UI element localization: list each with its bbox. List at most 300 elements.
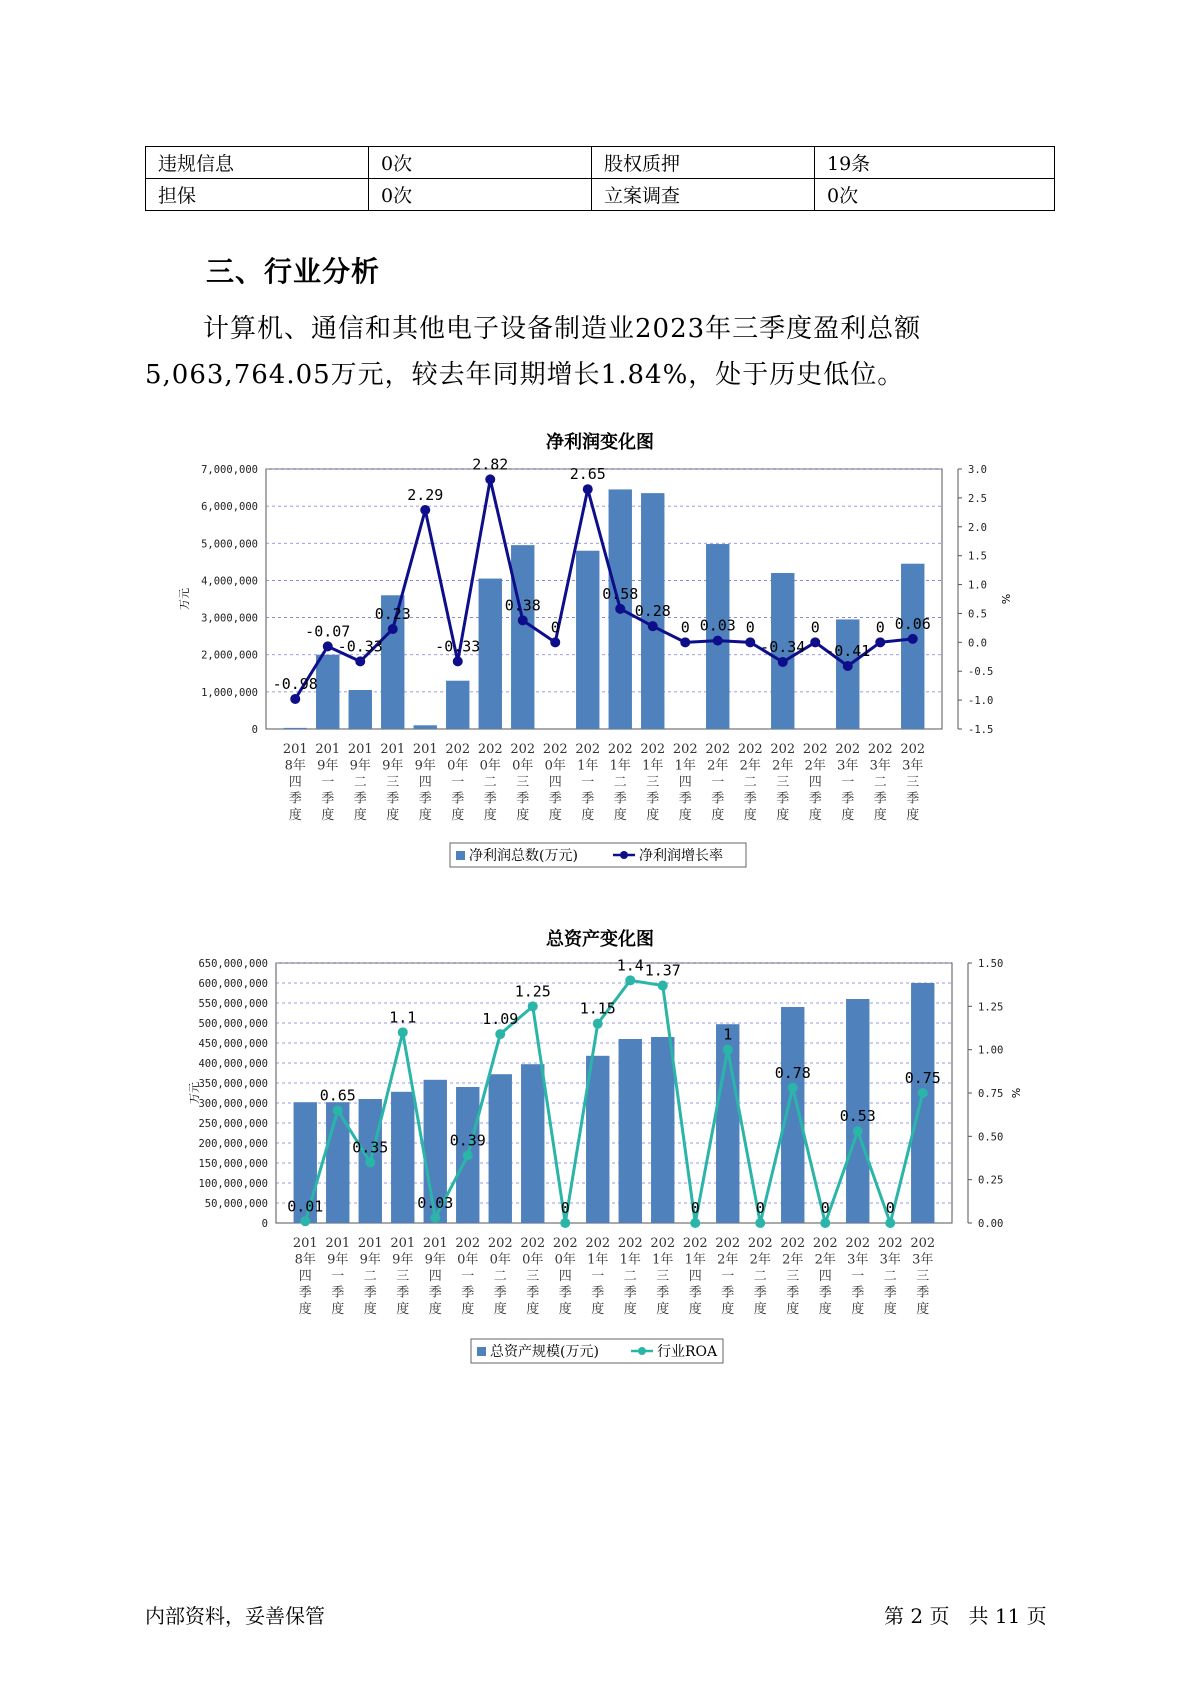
- x-tick-label-part: 季: [288, 791, 302, 807]
- x-tick-label-part: 1年: [674, 758, 696, 774]
- x-tick-label-part: 四: [688, 1269, 702, 1284]
- x-tick-label-part: 季: [818, 1285, 832, 1301]
- x-tick-label-part: 度: [363, 1302, 377, 1317]
- bar: [326, 1102, 349, 1223]
- x-tick-label-part: 202: [715, 1236, 741, 1251]
- data-point: [723, 1045, 733, 1055]
- x-tick-label-part: 9年: [424, 1252, 446, 1268]
- x-tick-label-part: 202: [575, 742, 601, 757]
- y2-tick-label: 0.5: [968, 608, 987, 621]
- x-tick-label-part: 度: [288, 808, 302, 823]
- x-tick-label-part: 202: [780, 1236, 806, 1251]
- x-tick-label-part: 一: [851, 1269, 865, 1284]
- y-tick-label: 300,000,000: [198, 1098, 268, 1110]
- data-label: 1.09: [482, 1010, 519, 1029]
- data-point: [430, 1213, 440, 1223]
- data-label: -0.34: [760, 637, 806, 656]
- x-tick-label-part: 度: [321, 808, 335, 823]
- x-tick-label-part: 202: [487, 1236, 513, 1251]
- x-tick-label-part: 2年: [717, 1252, 739, 1268]
- x-tick-label-part: 度: [298, 1302, 312, 1317]
- x-tick-label-part: 度: [591, 1302, 605, 1317]
- data-point: [918, 1088, 928, 1098]
- x-tick-label-part: 度: [818, 1302, 832, 1317]
- x-tick-label-part: 一: [841, 775, 855, 790]
- x-tick-label-part: 0年: [522, 1252, 544, 1268]
- x-tick-label: [683, 1236, 708, 1317]
- y-tick-label: 350,000,000: [198, 1078, 268, 1090]
- data-label: 0.23: [374, 605, 411, 624]
- x-tick-label-part: 季: [483, 791, 497, 807]
- data-label: 0: [755, 1199, 765, 1217]
- section-paragraph: 计算机、通信和其他电子设备制造业2023年三季度盈利总额5,063,764.05万元，较去年同期增长1.84%，处于历史低位。: [145, 314, 922, 390]
- x-tick-label-part: 季: [526, 1285, 540, 1301]
- y-tick-label: 200,000,000: [198, 1138, 268, 1150]
- x-tick-label-part: 度: [386, 808, 400, 823]
- data-label: 0.03: [417, 1193, 454, 1212]
- x-tick-label-part: 季: [298, 1285, 312, 1301]
- bar: [781, 1007, 804, 1223]
- x-tick-label-part: 9年: [414, 758, 436, 774]
- x-tick-label-part: 四: [548, 775, 562, 790]
- y2-tick-label: 1.25: [978, 1001, 1004, 1014]
- bar: [619, 1039, 642, 1223]
- table-cell: 违规信息: [146, 147, 369, 179]
- x-tick-label-part: 201: [347, 742, 373, 757]
- data-point: [463, 1150, 473, 1160]
- x-tick-label-part: 202: [812, 1236, 838, 1251]
- y-tick-label: 50,000,000: [204, 1198, 268, 1210]
- x-tick-label-part: 二: [613, 775, 627, 790]
- x-tick-label-part: 季: [363, 1285, 377, 1301]
- x-tick-label-part: 1年: [609, 758, 631, 774]
- x-tick-label-part: 1年: [652, 1252, 674, 1268]
- x-tick-label-part: 度: [688, 1302, 702, 1317]
- y2-tick-label: 0.25: [978, 1174, 1004, 1187]
- x-tick-label: [650, 1236, 675, 1317]
- x-tick-label-part: 202: [607, 742, 633, 757]
- data-label: -0.33: [337, 637, 383, 656]
- x-tick-label-part: 三: [646, 775, 660, 790]
- x-tick-label-part: 9年: [317, 758, 339, 774]
- x-tick-label: [910, 1236, 935, 1317]
- data-label: 1: [723, 1025, 733, 1044]
- data-label: 0: [820, 1199, 830, 1217]
- x-tick-label-part: 202: [705, 742, 731, 757]
- x-tick-label-part: 三: [386, 775, 400, 790]
- x-tick-label-part: 202: [672, 742, 698, 757]
- x-tick-label-part: 季: [418, 791, 432, 807]
- y2-tick-label: 0.75: [978, 1088, 1004, 1100]
- x-tick-label: [813, 1236, 838, 1317]
- x-tick-label-part: 季: [581, 791, 595, 807]
- x-tick-label-part: 季: [753, 1285, 767, 1301]
- data-label: 0.75: [904, 1069, 941, 1087]
- x-tick-label-part: 季: [386, 791, 400, 807]
- x-tick-label-part: 202: [910, 1236, 936, 1251]
- x-tick-label-part: 度: [808, 808, 822, 823]
- x-tick-label-part: 2年: [707, 758, 729, 774]
- data-label: 1.15: [579, 999, 616, 1018]
- x-tick-label-part: 度: [753, 1302, 767, 1317]
- chart-title-net-profit: 净利润变化图: [546, 432, 654, 453]
- data-point: [885, 1218, 895, 1228]
- x-tick-label: [423, 1236, 448, 1317]
- x-tick-label-part: 202: [542, 742, 568, 757]
- x-tick-label-part: 四: [418, 775, 432, 790]
- x-tick-label-part: 度: [396, 1302, 410, 1317]
- x-tick-label-part: 四: [428, 1269, 442, 1284]
- x-tick-label-part: 202: [445, 742, 471, 757]
- y2-tick-label: -0.5: [968, 666, 994, 679]
- y2-tick-label: 1.5: [968, 550, 987, 563]
- x-tick-label-part: 季: [841, 791, 855, 807]
- x-tick-label-part: 一: [711, 775, 725, 790]
- x-tick-label-part: 202: [617, 1236, 643, 1251]
- data-label: -0.41: [825, 642, 871, 661]
- y-tick-label: 1,000,000: [201, 686, 258, 699]
- data-label: 0: [745, 618, 755, 637]
- data-label: 0: [885, 1199, 895, 1217]
- data-point: [398, 1027, 408, 1037]
- x-tick-label-part: 度: [516, 808, 530, 823]
- legend-line-label: 行业ROA: [657, 1344, 718, 1360]
- x-tick-label-part: 202: [900, 742, 926, 757]
- x-tick-label-part: 季: [451, 791, 465, 807]
- x-tick-label-part: 三: [776, 775, 790, 790]
- y-tick-label: 600,000,000: [198, 978, 268, 990]
- x-tick-label-part: 度: [883, 1302, 897, 1317]
- x-tick-label-part: 2年: [804, 758, 826, 774]
- x-tick-label-part: 季: [353, 791, 367, 807]
- x-tick-label-part: 0年: [544, 758, 566, 774]
- x-tick-label-part: 二: [873, 775, 887, 790]
- x-tick-label: [618, 1236, 643, 1317]
- x-tick-label-part: 3年: [879, 1252, 901, 1268]
- x-tick-label-part: 季: [808, 791, 822, 807]
- data-label: 0: [550, 618, 560, 637]
- data-label: 0: [875, 618, 885, 637]
- x-tick-label-part: 1年: [619, 1252, 641, 1268]
- x-tick-label-part: 202: [747, 1236, 773, 1251]
- x-tick-label-part: 季: [711, 791, 725, 807]
- x-tick-label-part: 202: [682, 1236, 708, 1251]
- x-tick-label: [748, 1236, 773, 1317]
- y2-axis-label: %: [1009, 1087, 1022, 1099]
- table-cell: 0次: [815, 179, 1055, 211]
- x-tick-label-part: 3年: [869, 758, 891, 774]
- x-tick-label-part: 202: [802, 742, 828, 757]
- x-tick-label-part: 季: [916, 1285, 930, 1301]
- x-tick-label-part: 202: [640, 742, 666, 757]
- x-tick-label-part: 202: [845, 1236, 871, 1251]
- x-tick-label-part: 三: [656, 1269, 670, 1284]
- x-tick-label-part: 201: [292, 1236, 318, 1251]
- x-tick-label-part: 9年: [349, 758, 371, 774]
- y-axis-label: 万元: [178, 588, 191, 610]
- x-tick-label-part: 201: [282, 742, 308, 757]
- data-label: 1.1: [389, 1008, 417, 1027]
- x-tick-label: [358, 1236, 383, 1317]
- x-tick-label-part: 三: [786, 1269, 800, 1284]
- data-label: 0.58: [602, 584, 639, 603]
- x-tick-label: [845, 1236, 870, 1317]
- x-tick-label-part: 度: [451, 808, 465, 823]
- table-cell: 立案调查: [592, 179, 815, 211]
- x-tick-label-part: 0年: [457, 1252, 479, 1268]
- data-point: [820, 1218, 830, 1228]
- x-tick-label-part: 202: [585, 1236, 611, 1251]
- x-tick-label-part: 0年: [479, 758, 501, 774]
- table-cell: 19条: [815, 147, 1055, 179]
- x-tick-label-part: 度: [548, 808, 562, 823]
- x-tick-label-part: 度: [711, 808, 725, 823]
- y-tick-label: 650,000,000: [198, 958, 268, 970]
- x-tick-label-part: 季: [786, 1285, 800, 1301]
- x-tick-label-part: 季: [493, 1285, 507, 1301]
- y-axis-label: 万元: [188, 1082, 201, 1104]
- bar: [489, 1074, 512, 1223]
- x-tick-label-part: 度: [646, 808, 660, 823]
- x-tick-label-part: 度: [418, 808, 432, 823]
- y-tick-label: 7,000,000: [201, 464, 258, 476]
- x-tick-label-part: 度: [526, 1302, 540, 1317]
- x-tick-label-part: 3年: [837, 758, 859, 774]
- x-tick-label-part: 度: [461, 1302, 475, 1317]
- y-tick-label: 3,000,000: [201, 612, 258, 625]
- x-tick-label-part: 度: [906, 808, 920, 823]
- x-tick-label-part: 季: [646, 791, 660, 807]
- x-tick-label: [455, 1236, 480, 1317]
- x-tick-label-part: 3年: [847, 1252, 869, 1268]
- x-tick-label-part: 度: [841, 808, 855, 823]
- x-tick-label-part: 季: [428, 1285, 442, 1301]
- x-tick-label: [553, 1236, 578, 1317]
- x-tick-label-part: 三: [526, 1269, 540, 1284]
- data-label: 0: [810, 618, 820, 637]
- table-cell: 担保: [146, 179, 369, 211]
- x-tick-label-part: 季: [461, 1285, 475, 1301]
- data-point: [300, 1216, 310, 1226]
- x-tick-label-part: 2年: [782, 1252, 804, 1268]
- x-tick-label-part: 201: [390, 1236, 416, 1251]
- x-tick-label-part: 201: [380, 742, 406, 757]
- x-tick-label-part: 202: [867, 742, 893, 757]
- y-tick-label: 4,000,000: [201, 575, 258, 588]
- data-label: 1.25: [514, 982, 551, 1001]
- x-tick-label-part: 二: [743, 775, 757, 790]
- x-tick-label-part: 季: [906, 791, 920, 807]
- y-tick-label: 2,000,000: [201, 649, 258, 662]
- y-tick-label: 400,000,000: [198, 1058, 268, 1070]
- x-tick-label-part: 201: [315, 742, 341, 757]
- x-tick-label-part: 201: [357, 1236, 383, 1251]
- x-tick-label-part: 8年: [284, 758, 306, 774]
- y-tick-label: 500,000,000: [198, 1018, 268, 1030]
- y-tick-label: 450,000,000: [198, 1038, 268, 1050]
- x-tick-label-part: 季: [548, 791, 562, 807]
- y2-tick-label: 0.0: [968, 637, 987, 650]
- chart-title-total-assets: 总资产变化图: [546, 929, 654, 950]
- x-tick-label-part: 8年: [294, 1252, 316, 1268]
- x-tick-label-part: 季: [331, 1285, 345, 1301]
- x-tick-label-part: 度: [786, 1302, 800, 1317]
- data-label: 0.39: [449, 1131, 486, 1150]
- x-tick-label-part: 度: [493, 1302, 507, 1317]
- x-tick-label-part: 度: [613, 808, 627, 823]
- x-tick-label-part: 一: [331, 1269, 345, 1284]
- x-tick-label-part: 度: [483, 808, 497, 823]
- x-tick-label-part: 2年: [814, 1252, 836, 1268]
- x-tick-label-part: 度: [581, 808, 595, 823]
- data-label: 0.28: [634, 602, 671, 621]
- y-tick-label: 250,000,000: [198, 1118, 268, 1130]
- footer-page-number: 第 2 页 共 11 页: [884, 1604, 1047, 1628]
- x-tick-label-part: 季: [591, 1285, 605, 1301]
- table-cell: 股权质押: [592, 147, 815, 179]
- y-tick-label: 150,000,000: [198, 1158, 268, 1170]
- x-tick-label-part: 季: [396, 1285, 410, 1301]
- legend-line-marker: [638, 1347, 646, 1355]
- x-tick-label-part: 度: [916, 1302, 930, 1317]
- x-tick-label-part: 9年: [392, 1252, 414, 1268]
- y2-tick-label: 1.0: [968, 579, 987, 592]
- data-label: 2.65: [569, 465, 606, 484]
- data-point: [658, 981, 668, 991]
- data-label: -0.33: [435, 637, 481, 656]
- data-point: [755, 1218, 765, 1228]
- x-tick-label-part: 202: [520, 1236, 546, 1251]
- x-tick-label-part: 202: [650, 1236, 676, 1251]
- data-label: 0.03: [699, 616, 736, 635]
- x-tick-label-part: 0年: [512, 758, 534, 774]
- x-tick-label: [585, 1236, 610, 1317]
- data-label: 0: [690, 1199, 700, 1217]
- x-tick-label-part: 度: [678, 808, 692, 823]
- bar: [391, 1092, 414, 1223]
- x-tick-label-part: 二: [883, 1269, 897, 1284]
- x-tick-label-part: 三: [916, 1269, 930, 1284]
- data-label: 2.82: [472, 455, 509, 474]
- x-tick-label-part: 三: [396, 1269, 410, 1284]
- x-tick-label-part: 3年: [912, 1252, 934, 1268]
- x-tick-label-part: 季: [656, 1285, 670, 1301]
- x-tick-label-part: 202: [877, 1236, 903, 1251]
- x-tick-label-part: 202: [455, 1236, 481, 1251]
- data-label: 0.06: [894, 614, 931, 633]
- x-tick-label-part: 一: [461, 1269, 475, 1284]
- x-tick-label: [780, 1236, 805, 1317]
- x-tick-label-part: 0年: [447, 758, 469, 774]
- x-tick-label: [325, 1236, 350, 1317]
- x-tick-label-part: 一: [581, 775, 595, 790]
- x-tick-label-part: 度: [623, 1302, 637, 1317]
- data-point: [625, 975, 635, 985]
- x-tick-label: [488, 1236, 513, 1317]
- data-label: 0: [560, 1199, 570, 1217]
- x-tick-label-part: 202: [510, 742, 536, 757]
- data-label: 0: [680, 618, 690, 637]
- bar: [521, 1064, 544, 1223]
- x-tick-label-part: 季: [678, 791, 692, 807]
- x-tick-label-part: 季: [623, 1285, 637, 1301]
- x-tick-label-part: 202: [552, 1236, 578, 1251]
- x-tick-label-part: 四: [818, 1269, 832, 1284]
- x-tick-label-part: 201: [325, 1236, 351, 1251]
- data-point: [560, 1218, 570, 1228]
- x-tick-label-part: 二: [753, 1269, 767, 1284]
- x-tick-label-part: 季: [558, 1285, 572, 1301]
- y-tick-label: 550,000,000: [198, 998, 268, 1010]
- x-tick-label-part: 四: [678, 775, 692, 790]
- x-tick-label-part: 季: [883, 1285, 897, 1301]
- x-tick-label-part: 三: [906, 775, 920, 790]
- data-point: [690, 1218, 700, 1228]
- footer-note: 内部资料，妥善保管: [145, 1604, 325, 1628]
- y2-axis-label: %: [999, 593, 1012, 605]
- x-tick-label-part: 季: [743, 791, 757, 807]
- data-label: 0.78: [774, 1063, 811, 1082]
- x-tick-label-part: 四: [298, 1269, 312, 1284]
- y2-tick-label: 3.0: [968, 464, 987, 476]
- y2-tick-label: 2.5: [968, 492, 987, 505]
- x-tick-label-part: 季: [873, 791, 887, 807]
- x-tick-label-part: 201: [422, 1236, 448, 1251]
- data-point: [593, 1019, 603, 1029]
- y2-tick-label: 0.00: [978, 1218, 1004, 1230]
- bar: [911, 983, 934, 1223]
- x-tick-label-part: 季: [851, 1285, 865, 1301]
- x-tick-label-part: 季: [688, 1285, 702, 1301]
- data-label: -0.07: [305, 622, 351, 641]
- x-tick-label-part: 202: [770, 742, 796, 757]
- x-tick-label-part: 季: [321, 791, 335, 807]
- x-tick-label-part: 度: [743, 808, 757, 823]
- y-tick-label: 0: [251, 724, 258, 736]
- legend-line-label: 净利润增长率: [639, 848, 723, 864]
- x-tick-label-part: 度: [428, 1302, 442, 1317]
- x-tick-label-part: 四: [808, 775, 822, 790]
- data-point: [365, 1157, 375, 1167]
- x-tick-label: [520, 1236, 545, 1317]
- x-tick-label-part: 9年: [327, 1252, 349, 1268]
- x-tick-label-part: 四: [288, 775, 302, 790]
- x-tick-label-part: 季: [613, 791, 627, 807]
- x-tick-label-part: 度: [331, 1302, 345, 1317]
- y2-tick-label: 2.0: [968, 521, 987, 534]
- bar: [651, 1037, 674, 1223]
- x-tick-label-part: 度: [353, 808, 367, 823]
- x-tick-label-part: 1年: [587, 1252, 609, 1268]
- y2-tick-label: 0.50: [978, 1131, 1004, 1144]
- x-tick-label-part: 二: [353, 775, 367, 790]
- x-tick-label-part: 二: [493, 1269, 507, 1284]
- x-tick-label-part: 季: [721, 1285, 735, 1301]
- y2-tick-label: -1.5: [968, 724, 994, 736]
- x-tick-label-part: 度: [851, 1302, 865, 1317]
- x-tick-label-part: 季: [776, 791, 790, 807]
- data-point: [853, 1126, 863, 1136]
- x-tick-label-part: 二: [623, 1269, 637, 1284]
- data-label: 0.38: [504, 596, 541, 615]
- x-tick-label-part: 202: [835, 742, 861, 757]
- x-tick-label: [390, 1236, 415, 1317]
- data-point: [333, 1105, 343, 1115]
- x-tick-label: [878, 1236, 903, 1317]
- y-tick-label: 5,000,000: [201, 538, 258, 551]
- legend-bar-label: 总资产规模(万元): [490, 1344, 599, 1360]
- x-tick-label-part: 201: [412, 742, 438, 757]
